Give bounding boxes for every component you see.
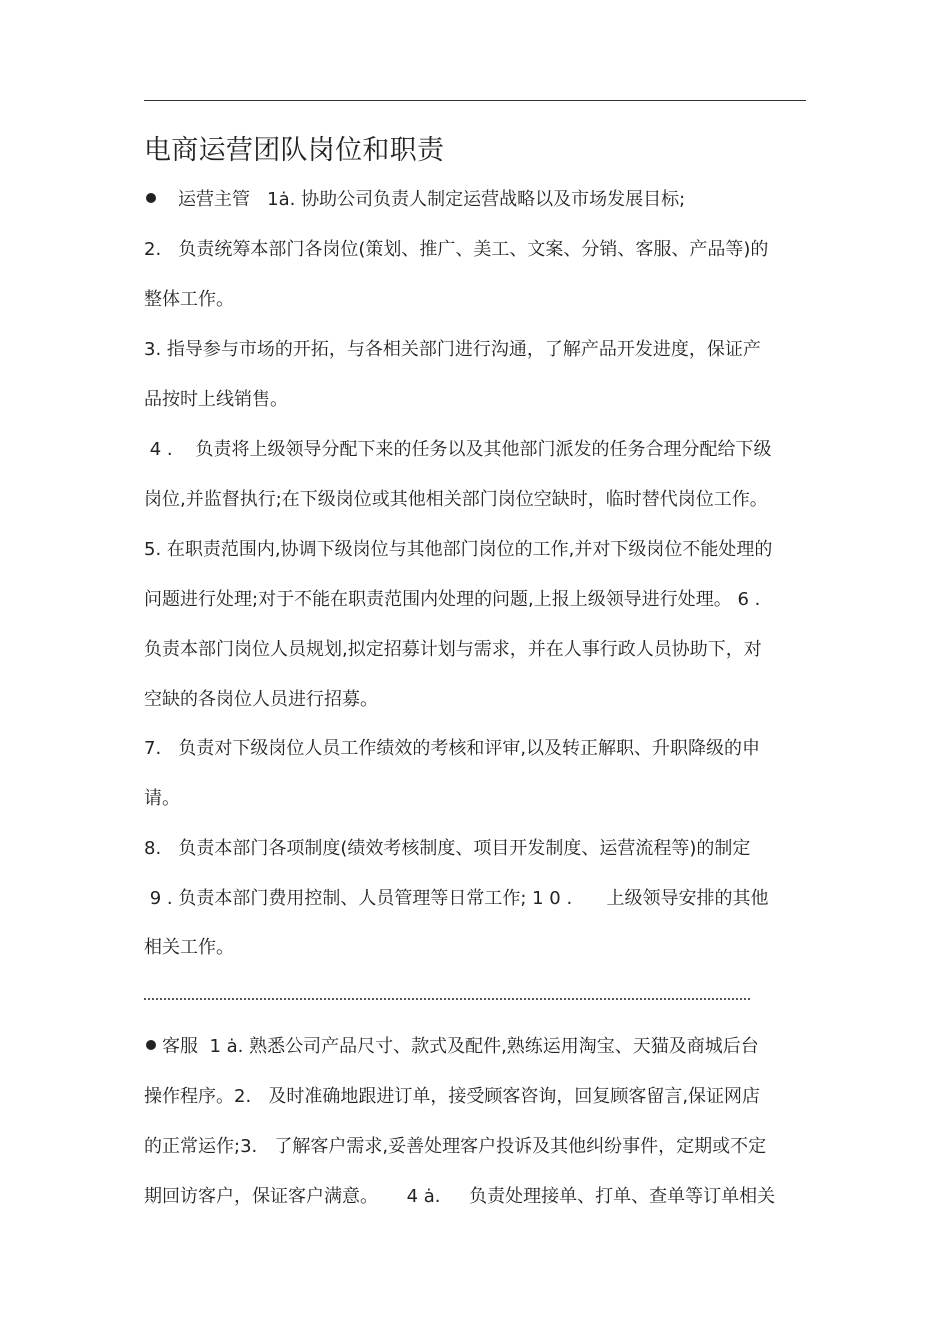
bullet-icon	[146, 1040, 156, 1050]
section2-line-1-text: 客服 1 ȧ. 熟悉公司产品尺寸、款式及配件,熟练运用淘宝、天猫及商城后台	[162, 1036, 759, 1057]
section1-line-11: 空缺的各岗位人员进行招募。	[144, 689, 378, 710]
section1-line-5: 品按时上线销售。	[144, 389, 288, 410]
section1-line-14: 8. 负责本部门各项制度(绩效考核制度、项目开发制度、运营流程等)的制定	[144, 838, 751, 859]
section2-line-3: 的正常运作;3. 了解客户需求,妥善处理客户投诉及其他纠纷事件，定期或不定	[144, 1136, 767, 1157]
section1-line-1	[144, 187, 808, 213]
section1-line-12: 7. 负责对下级岗位人员工作绩效的考核和评审,以及转正解职、升职降级的申	[144, 738, 761, 759]
section1-line-1-text: 运营主管 1ȧ. 协助公司负责人制定运营战略以及市场发展目标;	[178, 189, 686, 210]
dotted-separator	[144, 998, 750, 1000]
section1-line-2: 2. 负责统筹本部门各岗位(策划、推广、美工、文案、分销、客服、产品等)的	[144, 239, 769, 260]
section1-line-6: 4 . 负责将上级领导分配下来的任务以及其他部门派发的任务合理分配给下级	[144, 439, 772, 460]
section1-line-16: 相关工作。	[144, 937, 234, 958]
section1-line-3: 整体工作。	[144, 289, 234, 310]
header-rule	[144, 100, 806, 101]
section1-line-9: 问题进行处理;对于不能在职责范围内处理的问题,上报上级领导进行处理。 6 .	[144, 589, 761, 610]
section1-line-15: 9 . 负责本部门费用控制、人员管理等日常工作; 1 0 . 上级领导安排的其他	[144, 888, 769, 909]
section1-line-8: 5. 在职责范围内,协调下级岗位与其他部门岗位的工作,并对下级岗位不能处理的	[144, 539, 773, 560]
section2-line-2: 操作程序。2. 及时准确地跟进订单，接受顾客咨询，回复顾客留言,保证网店	[144, 1086, 761, 1107]
section2-line-1	[144, 1034, 808, 1060]
section1-line-4: 3. 指导参与市场的开拓，与各相关部门进行沟通，了解产品开发进度，保证产	[144, 339, 761, 360]
document-title: 电商运营团队岗位和职责	[144, 135, 445, 166]
bullet-icon	[146, 193, 156, 203]
section1-line-13: 请。	[144, 788, 180, 809]
section1-line-10: 负责本部门岗位人员规划,拟定招募计划与需求，并在人事行政人员协助下，对	[144, 639, 762, 660]
section2-line-4: 期回访客户，保证客户满意。 4 ȧ. 负责处理接单、打单、查单等订单相关	[144, 1186, 776, 1207]
section1-line-7: 岗位,并监督执行;在下级岗位或其他相关部门岗位空缺时，临时替代岗位工作。	[144, 489, 768, 510]
